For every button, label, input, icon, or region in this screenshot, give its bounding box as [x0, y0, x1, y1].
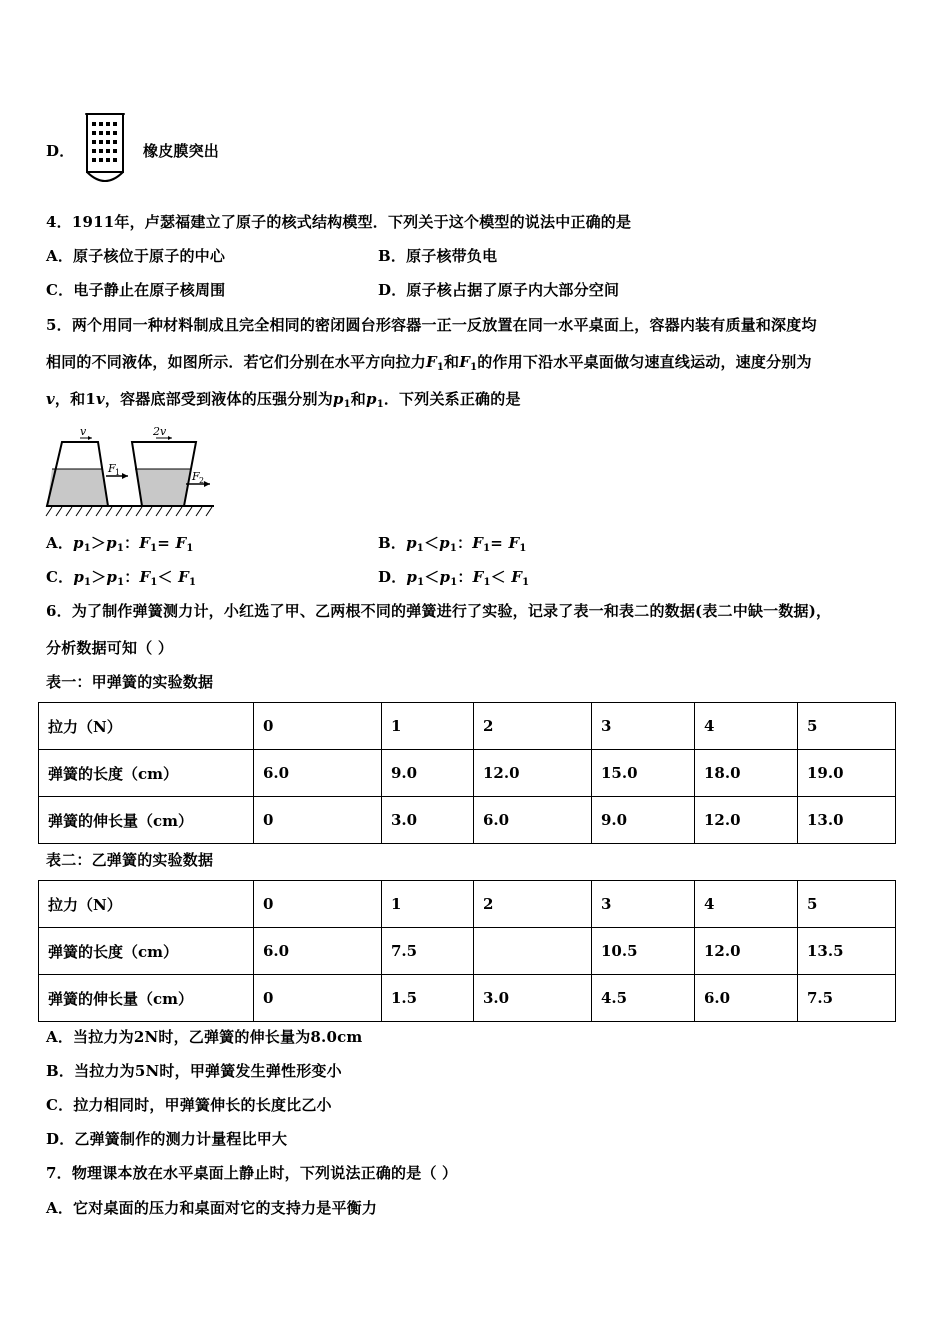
- q3-option-d-text: 橡皮膜突出: [143, 142, 220, 160]
- table-cell: 弹簧的长度（cm）: [39, 928, 254, 975]
- q4-option-b: B．原子核带负电: [378, 247, 498, 265]
- table-cell: 3.0: [382, 797, 474, 844]
- q6-stem-line2: 分析数据可知（ ）: [46, 639, 174, 657]
- q6-option-b: B．当拉力为5N时，甲弹簧发生弹性形变小: [46, 1062, 342, 1080]
- table-row: [39, 797, 896, 844]
- q4-option-d: D．原子核占据了原子内大部分空间: [378, 281, 620, 299]
- q4-option-c: C．电子静止在原子核周围: [46, 281, 226, 299]
- table-cell: 1: [382, 703, 474, 750]
- table1-spring-a: [38, 702, 896, 844]
- table-cell: 10.5: [592, 928, 695, 975]
- q5-option-c: C．$p_1>p_1$：$F_1< F_1$: [46, 568, 197, 588]
- table-cell: 2: [474, 703, 592, 750]
- table-cell: 0: [254, 975, 382, 1022]
- table-cell: 12.0: [695, 797, 798, 844]
- table-cell: 0: [254, 703, 382, 750]
- rubber-membrane-container-figure: [82, 112, 128, 188]
- q7-stem: 7．物理课本放在水平桌面上静止时，下列说法正确的是（ ）: [46, 1164, 458, 1182]
- q5-fig-f1-sub: 1: [115, 468, 121, 477]
- table-cell: 拉力（N）: [39, 703, 254, 750]
- table2-spring-b: [38, 880, 896, 1022]
- table-row: [39, 881, 896, 928]
- q6-option-d: D．乙弹簧制作的测力计量程比甲大: [46, 1130, 288, 1148]
- table-cell: 3: [592, 881, 695, 928]
- table-cell: 18.0: [695, 750, 798, 797]
- table1-title: 表一：甲弹簧的实验数据: [46, 673, 214, 691]
- table-cell: 7.5: [382, 928, 474, 975]
- table-cell: 7.5: [798, 975, 896, 1022]
- table-cell: 2: [474, 881, 592, 928]
- table-cell: 1.5: [382, 975, 474, 1022]
- q6-option-c: C．拉力相同时，甲弹簧伸长的长度比乙小: [46, 1096, 332, 1114]
- table-cell: 5: [798, 703, 896, 750]
- q5-containers-figure: [44, 424, 216, 518]
- table-cell: 9.0: [382, 750, 474, 797]
- table-cell: 13.0: [798, 797, 896, 844]
- table-cell: 0: [254, 797, 382, 844]
- table-cell: 4: [695, 881, 798, 928]
- q5-stem-line1: 5．两个用同一种材料制成且完全相同的密闭圆台形容器一正一反放置在同一水平桌面上，容器内装有质量和深度均: [46, 316, 817, 334]
- table-row: [39, 975, 896, 1022]
- table-cell: 9.0: [592, 797, 695, 844]
- q6-option-a: A．当拉力为2N时，乙弹簧的伸长量为8.0cm: [46, 1028, 363, 1046]
- q4-stem: 4．1911年，卢瑟福建立了原子的核式结构模型．下列关于这个模型的说法中正确的是: [46, 213, 632, 231]
- q5-option-d: D．$p_1<p_1$：$F_1< F_1$: [378, 568, 530, 588]
- table-cell: 1: [382, 881, 474, 928]
- q5-fig-f1-label: F: [108, 462, 116, 475]
- q5-fig-v1-label: v: [80, 425, 87, 438]
- table-cell: 15.0: [592, 750, 695, 797]
- table-cell: 弹簧的伸长量（cm）: [39, 975, 254, 1022]
- table-cell: 5: [798, 881, 896, 928]
- table-row: [39, 703, 896, 750]
- q3-option-d-label: D．: [46, 142, 75, 160]
- q5-stem-line3: v，和1v，容器底部受到液体的压强分别为$p_1$和$p_1$．下列关系正确的是: [46, 390, 521, 410]
- table-cell: 弹簧的长度（cm）: [39, 750, 254, 797]
- table-cell: 12.0: [695, 928, 798, 975]
- table-cell: 6.0: [254, 928, 382, 975]
- q5-option-a: A．$p_1>p_1$：$F_1= F_1$: [46, 534, 194, 554]
- table-cell: [474, 928, 592, 975]
- q5-fig-f2-sub: 2: [199, 476, 205, 485]
- table-cell: 6.0: [254, 750, 382, 797]
- table-cell: 3: [592, 703, 695, 750]
- table-cell: 6.0: [695, 975, 798, 1022]
- table-cell: 4: [695, 703, 798, 750]
- table-row: [39, 750, 896, 797]
- table-cell: 0: [254, 881, 382, 928]
- table-cell: 4.5: [592, 975, 695, 1022]
- table-cell: 12.0: [474, 750, 592, 797]
- q5-option-b: B．$p_1<p_1$：$F_1= F_1$: [378, 534, 527, 554]
- q5-fig-v2-label: 2v: [153, 425, 167, 438]
- table-cell: 19.0: [798, 750, 896, 797]
- q7-option-a: A．它对桌面的压力和桌面对它的支持力是平衡力: [46, 1199, 378, 1217]
- table-cell: 6.0: [474, 797, 592, 844]
- q4-option-a: A．原子核位于原子的中心: [46, 247, 226, 265]
- table-cell: 3.0: [474, 975, 592, 1022]
- table-cell: 拉力（N）: [39, 881, 254, 928]
- q5-fig-f2-label: F: [192, 470, 200, 483]
- q6-stem-line1: 6．为了制作弹簧测力计，小红选了甲、乙两根不同的弹簧进行了实验，记录了表一和表二的数据(表二中缺一数据)，: [46, 602, 832, 620]
- q5-stem-line2: 相同的不同液体，如图所示．若它们分别在水平方向拉力$F_1$和$F_1$的作用下沿水平桌面做匀速直线运动，速度分别为: [46, 353, 812, 373]
- table2-title: 表二：乙弹簧的实验数据: [46, 851, 214, 869]
- table-cell: 弹簧的伸长量（cm）: [39, 797, 254, 844]
- table-cell: 13.5: [798, 928, 896, 975]
- table-row: [39, 928, 896, 975]
